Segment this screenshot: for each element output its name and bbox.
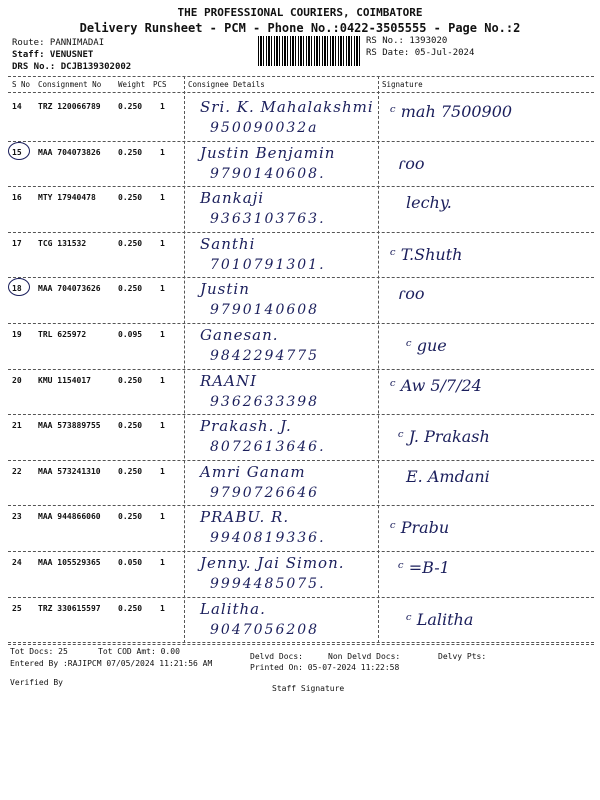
row-circle-mark [8,278,30,296]
consignment-number: MAA 105529365 [38,558,101,567]
consignment-number: TRZ 120066789 [38,102,101,111]
consignment-number: MAA 573241310 [38,466,101,476]
pieces: 1 [160,102,165,111]
consignee-phone: 9940819336. [210,530,326,547]
rs-number: RS No.: 1393020 [366,36,448,46]
recipient-signature: ᶜ J. Prakash [398,427,490,447]
runsheet-title: THE PROFESSIONAL COURIERS, COIMBATORE [177,6,423,19]
consignee-phone: 9362633398 [210,393,320,410]
staff-signature: Staff Signature [272,684,345,693]
table-row [0,142,600,188]
rs-date: RS Date: 05-Jul-2024 [366,48,475,58]
serial-number: 21 [12,421,22,431]
consignee-name: Sri. K. Mahalakshmi [200,98,374,116]
consignee-phone: 9790140608 [210,302,320,319]
weight: 0.250 [118,466,143,476]
serial-number: 17 [12,238,22,248]
table-row [0,506,600,552]
table-row [0,461,600,507]
col-weight: Weight [118,80,146,89]
divider [8,76,594,77]
delivery-points: Delvy Pts: [438,652,487,661]
weight: 0.250 [118,512,143,522]
printed-on: Printed On: 05-07-2024 11:22:58 [250,663,400,672]
recipient-signature: ᶜ Prabu [390,518,450,538]
drs-number: DRS No.: DCJB139302002 [12,62,132,72]
consignee-name: Prakash. J. [200,417,292,436]
pieces: 1 [160,238,165,248]
divider [8,92,594,93]
serial-number: 23 [12,512,22,522]
consignee-name: Bankaji [200,189,265,208]
weight: 0.250 [118,375,143,385]
consignment-number: MTY 17940478 [38,193,96,203]
serial-number: 18 [12,284,22,294]
runsheet-subtitle: Delivery Runsheet - PCM - Phone No.:0422-3505555 - Page No.:2 [79,21,521,35]
row-circle-mark [8,142,30,160]
recipient-signature: ᶜ Lalitha [406,609,474,629]
consignment-number: TRL 625972 [38,330,87,339]
consignee-phone: 950090032a [210,120,319,136]
consignee-name: PRABU. R. [200,508,290,527]
consignee-name: Justin [200,280,250,299]
col-sno: S No [12,80,31,89]
recipient-signature: ᶜ T.Shuth [390,244,463,264]
total-cod: Tot COD Amt: 0.00 [98,647,180,656]
table-row [0,233,600,279]
pieces: 1 [160,603,165,613]
pieces: 1 [160,558,165,567]
consignee-phone: 8072613646. [210,439,326,456]
serial-number: 15 [12,147,22,157]
recipient-signature: lechy. [406,193,452,213]
serial-number: 25 [12,603,22,613]
weight: 0.250 [118,102,143,111]
col-pcs: PCS [153,80,167,89]
table-row [0,415,600,461]
pieces: 1 [160,512,165,522]
recipient-signature: ɾoo [398,284,425,304]
consignee-phone: 9047056208 [210,621,320,638]
pieces: 1 [160,330,165,339]
table-row [0,324,600,370]
serial-number: 24 [12,558,22,567]
weight: 0.050 [118,558,143,567]
consignee-name: Justin Benjamin [200,143,336,162]
non-delivered-docs: Non Delvd Docs: [328,652,401,661]
total-docs: Tot Docs: 25 [10,647,68,656]
consignment-number: MAA 704073826 [38,147,101,157]
entered-by: Entered By :RAJIPCM 07/05/2024 11:21:56 AM [10,659,213,668]
consignee-name: Ganesan. [200,326,279,344]
pieces: 1 [160,193,165,203]
col-consignment: Consignment No [38,80,102,89]
serial-number: 19 [12,330,22,339]
recipient-signature: ᶜ Aw 5/7/24 [390,375,482,395]
divider [8,644,594,645]
consignee-name: RAANI [200,371,258,390]
consignment-number: MAA 704073626 [38,284,101,294]
consignee-phone: 9994485075. [210,576,326,592]
serial-number: 20 [12,375,22,385]
weight: 0.250 [118,603,143,613]
consignee-phone: 9363103763. [210,211,326,228]
consignee-name: Lalitha. [200,599,266,618]
recipient-signature: ᶜ =B-1 [398,558,450,577]
verified-by: Verified By [10,678,63,687]
staff-label: Staff: VENUSNET [12,50,94,60]
consignment-number: TCG 131532 [38,238,87,248]
col-details: Consignee Details [188,80,265,89]
table-row [0,598,600,644]
delivered-docs: Delvd Docs: [250,652,303,661]
consignee-phone: 9842294775 [210,348,320,364]
table-row [0,96,600,142]
table-row [0,370,600,416]
pieces: 1 [160,284,165,294]
weight: 0.250 [118,193,143,203]
table-row [0,278,600,324]
weight: 0.250 [118,238,143,248]
pieces: 1 [160,375,165,385]
weight: 0.095 [118,330,143,339]
weight: 0.250 [118,147,143,157]
consignee-name: Jenny. Jai Simon. [200,554,345,572]
consignment-number: KMU 1154017 [38,375,91,385]
weight: 0.250 [118,421,143,431]
serial-number: 16 [12,193,22,203]
consignee-name: Santhi [200,234,256,253]
serial-number: 14 [12,102,22,111]
consignee-name: Amri Ganam [200,462,306,481]
consignment-number: MAA 944866060 [38,512,101,522]
table-row [0,552,600,598]
table-row [0,187,600,233]
pieces: 1 [160,147,165,157]
consignment-number: TRZ 330615597 [38,603,101,613]
pieces: 1 [160,421,165,431]
barcode-image [258,36,360,66]
weight: 0.250 [118,284,143,294]
consignee-phone: 9790140608. [210,165,326,182]
route-label: Route: PANNIMADAI [12,38,105,48]
serial-number: 22 [12,466,22,476]
col-signature: Signature [382,80,423,89]
recipient-signature: ᶜ gue [406,336,447,355]
recipient-signature: ɾoo [398,153,425,173]
consignee-phone: 9790726646 [210,484,320,501]
recipient-signature: ᶜ mah 7500900 [390,102,513,121]
recipient-signature: E. Amdani [406,466,490,486]
pieces: 1 [160,466,165,476]
consignment-number: MAA 573889755 [38,421,101,431]
consignee-phone: 7010791301. [210,256,326,273]
